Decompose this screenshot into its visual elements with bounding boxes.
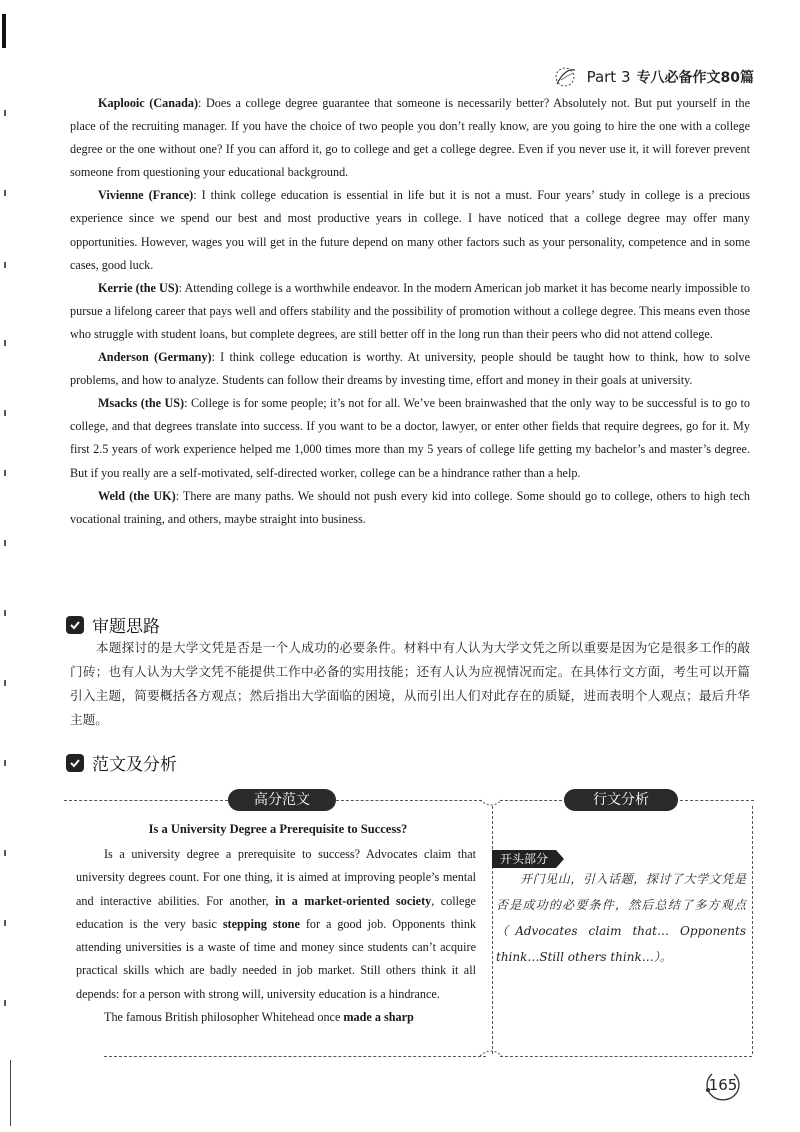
section-heading-analysis	[66, 612, 160, 637]
essay-body	[76, 843, 476, 1029]
opinion-text: : I think college education is worthy. At university, people should be taught how to think, how to solve problems, and how to analyze. Students can follow their dreams by investing time, effort and money in their goals at university.	[70, 350, 750, 388]
section-heading-text: 范文及分析	[92, 755, 177, 775]
box-joint-icon	[478, 1048, 504, 1062]
binding-line	[10, 1060, 11, 1126]
opinion-author: Kaplooic (Canada)	[98, 96, 199, 110]
binding-bar	[2, 14, 6, 48]
box-joint-icon	[478, 796, 504, 810]
binding-edge	[0, 0, 14, 1132]
highlighted-phrase: in a market-oriented society	[275, 893, 432, 908]
running-header	[551, 64, 754, 90]
analysis-paragraph: 本题探讨的是大学文凭是否是一个人成功的必要条件。材料中有人认为大学文凭之所以重要是因为它是很多工作的敲门砖；也有人认为大学文凭不能提供工作中必备的实用技能；还有人认为应视情况而定。在具体行文方面，考生可以开篇引入主题，简要概括各方观点；然后指出大学面临的困境，从而引出人们对此存在的质疑，进而表明个人观点；最后升华主题。	[70, 640, 750, 727]
opinion-paragraph	[70, 184, 750, 276]
essay-paragraph: Is a university degree a prerequisite to success? Advocates claim that university degrees count. For one thing, it is aimed at improving people’s mental and interactive abilities. For another, in a market-oriented society, college education is the very basic stepping stone for a good job. Opponents think attending universities is a waste of time and money since students can’t acquire practical skills which are badly needed in job market. Still others think it all depends: for a person with strong will, university education is a hindrance.	[76, 847, 477, 1001]
check-box-icon	[66, 754, 84, 772]
book-title: 专八必备作文80篇	[636, 70, 754, 86]
analysis-note: 开门见山，引入话题，探讨了大学文凭是否是成功的必要条件，然后总结了多方观点（Advocates claim that… Opponents think…Still others think…）。	[496, 872, 746, 964]
opinion-paragraph	[70, 346, 750, 392]
opinion-text: : There are many paths. We should not push every kid into college. Some should go to college, others to high tech vocational training, and others, maybe straight into business.	[70, 488, 751, 526]
leaf-ornament-icon	[551, 64, 581, 90]
opinion-text: : I think college education is essential in life but it is not a must. Four years’ study in college is a precious experience since we spend our best and most productive years in college. I have noticed that a college degree may offer many opportunities. However, wages you will get in the future depend on many other factors such as your personality, competence and in some cases, good luck.	[70, 188, 750, 272]
section-heading-text: 审题思路	[92, 617, 160, 637]
section-heading-sample	[66, 750, 177, 775]
opinion-author: Msacks (the US)	[98, 396, 185, 411]
essay-title: Is a University Degree a Prerequisite to Success?	[148, 822, 408, 836]
part-label: Part 3	[586, 68, 631, 86]
opinion-text: : Attending college is a worthwhile endeavor. In the modern American job market it has become nearly impossible to pursue a lifelong career that pays well and offers stability and the possibility of promotion without a college degree. This means even those who struggle with student loans, but complete degrees, are still better off in the long run than their peers who did not attend college.	[70, 280, 750, 341]
highlighted-phrase: stepping stone	[222, 916, 300, 931]
check-box-icon	[66, 616, 84, 634]
opinion-text: : Does a college degree guarantee that someone is necessarily better? Absolutely not. But put yourself in the place of the recruiting manager. If you have the choice of two people you don’t really know, are you going to hire the one with a college degree or the one without one? If you can afford it, go to college and get a college degree. Even if you never use it, it will forever prevent someone from questioning your educational background.	[70, 96, 751, 180]
highlighted-phrase: made a sharp	[343, 1010, 414, 1025]
opinion-paragraph	[70, 485, 750, 531]
sample-essay-label: 高分范文	[228, 789, 336, 811]
writing-analysis-label: 行文分析	[564, 789, 678, 811]
opinion-author: Kerrie (the US)	[98, 280, 179, 295]
opinion-paragraph	[70, 277, 750, 346]
opening-section-tag: 开头部分	[492, 850, 556, 868]
page-number: 165	[704, 1068, 742, 1102]
opinion-author: Vivienne (France)	[98, 188, 194, 203]
opinions-block	[70, 92, 750, 531]
opinion-paragraph	[70, 92, 750, 184]
opinion-author: Anderson (Germany)	[98, 350, 212, 365]
opinion-paragraph	[70, 392, 750, 484]
opinion-text: : College is for some people; it’s not for all. We’ve been brainwashed that the only way to be successful is to go to college, and that degrees translate into success. If you want to be a doctor, lawyer, or enter other fields that require degrees, go for it. My first 2.5 years of work experience helped me 1,000 times more than my 5 years of college life getting my bachelor’s and master’s degree. But if you really are a self-motivated, self-directed worker, college can be a hindrance rather than a help.	[70, 396, 750, 480]
essay-paragraph: The famous British philosopher Whitehead once made a sharp	[104, 1010, 414, 1025]
opinion-author: Weld (the UK)	[98, 488, 176, 503]
